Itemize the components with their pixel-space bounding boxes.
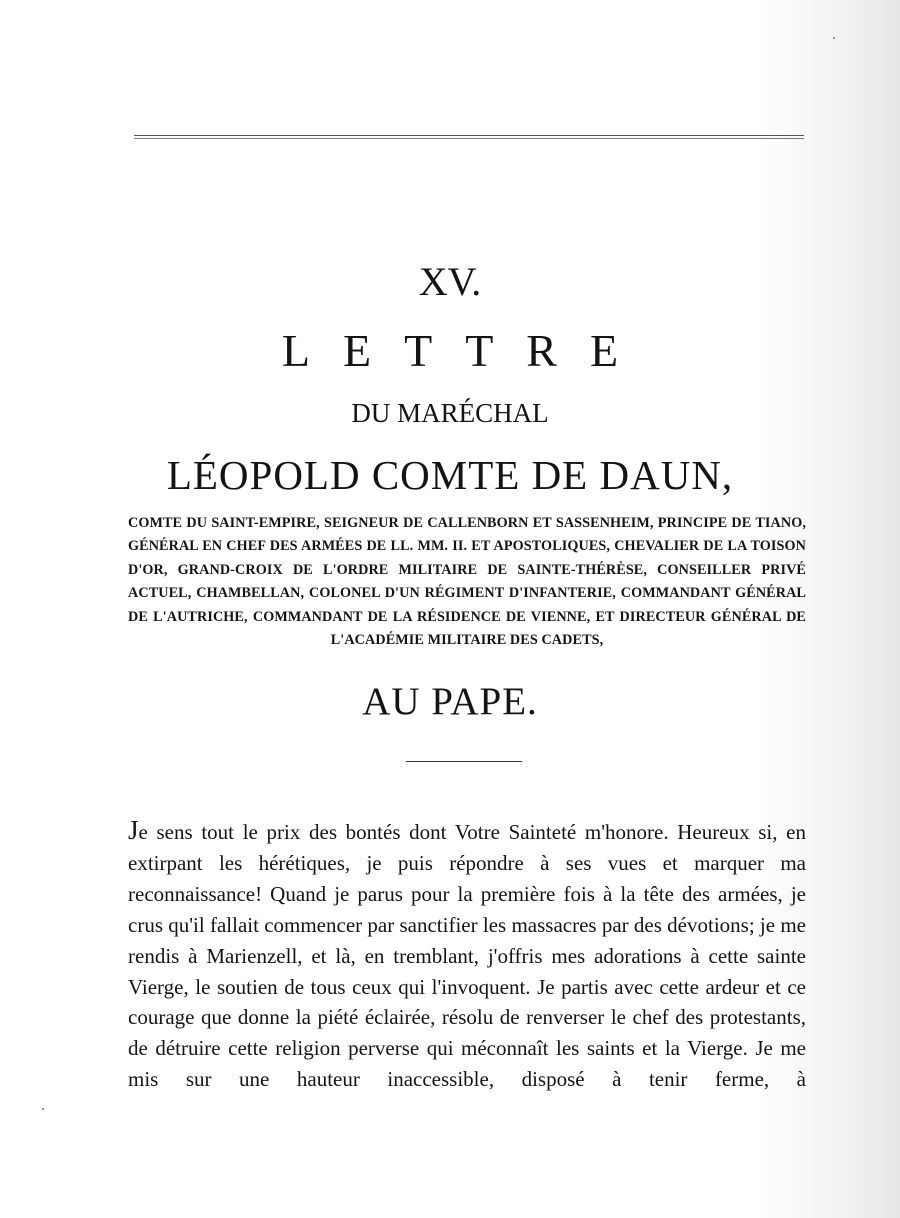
header-rule-line <box>134 135 804 136</box>
page-speck <box>833 37 835 39</box>
letter-heading: LETTRE <box>281 325 652 376</box>
letter-body <box>128 815 806 1095</box>
drop-cap: J <box>128 815 139 845</box>
sender-name: LÉOPOLD COMTE DE DAUN, <box>166 452 734 498</box>
sender-rank: DU MARÉCHAL <box>351 398 549 428</box>
header-rule-line <box>134 138 804 139</box>
letter-body-text: e sens tout le prix des bontés dont Votre Sainteté m'honore. Heureux si, en extirpant les hérétiques, je puis répondre à ses vues et marquer ma reconnaissance! Quand je parus pour la première fois à la tête des armées, je crus qu'il fallait commencer par sanctifier les massacres par des dévotions; je me rendis à Marienzell, et là, en tremblant, j'offris mes adorations à cette sainte Vierge, le soutien de tous ceux qui l'invoquent. Je partis avec cette ardeur et ce courage que donne la piété éclairée, résolu de renverser le chef des protestants, de détruire cette religion perverse qui méconnaît les saints et la Vierge. Je me mis sur une hauteur inaccessible, disposé à tenir ferme, à <box>128 820 806 1092</box>
sender-titles: COMTE DU SAINT-EMPIRE, SEIGNEUR DE CALLENBORN ET SASSENHEIM, PRINCIPE DE TIANO, GÉNÉRAL EN CHEF DES ARMÉES DE LL. MM. II. ET APOSTOLIQUES, CHEVALIER DE LA TOISON D'OR, GRAND-CROIX DE L'ORDRE MILITAIRE DE SAINTE-THÉRÈSE, CONSEILLER PRIVÉ ACTUEL, CHAMBELLAN, COLONEL D'UN RÉGIMENT D'INFANTERIE, COMMANDANT GÉNÉRAL DE L'AUTRICHE, COMMANDANT DE LA RÉSIDENCE DE VIENNE, ET DIRECTEUR GÉNÉRAL DE L'ACADÉMIE MILITAIRE DES CADETS, <box>128 515 806 649</box>
recipient: AU PAPE. <box>362 680 538 723</box>
section-divider <box>406 761 522 762</box>
header-double-rule <box>134 134 804 142</box>
page-speck <box>42 1108 44 1110</box>
chapter-numeral: XV. <box>418 259 482 304</box>
